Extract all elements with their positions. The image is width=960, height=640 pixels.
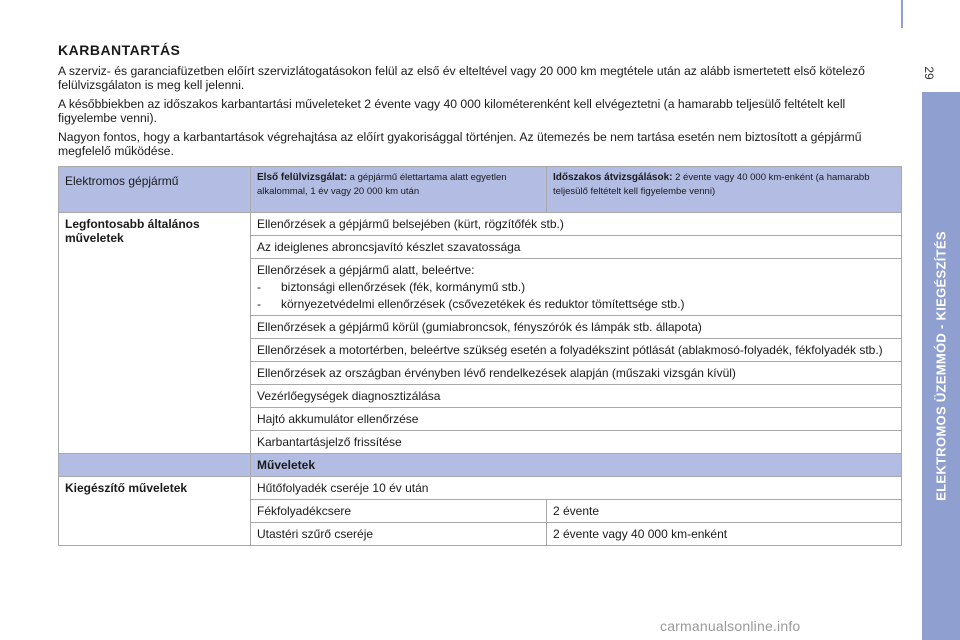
extra-row-1: Hűtőfolyadék cseréje 10 év után xyxy=(251,477,902,500)
table-header-row xyxy=(59,167,902,213)
main-row-2: Az ideiglenes abroncsjavító készlet szavatossága xyxy=(251,236,902,259)
chapter-sidebar xyxy=(922,92,960,640)
intro-paragraph-1: A szerviz- és garanciafüzetben előírt szervizlátogatásokon felül az első év elteltével vagy 20 000 km megtétele után az alább ismertetett első kötelező felülvizsgálaton is meg kell jelenni. xyxy=(58,64,865,92)
main-row-5: Ellenőrzések a motortérben, beleértve szükség esetén a folyadékszint pótlását (ablakmosó-folyadék, fékfolyadék stb.) xyxy=(251,339,902,362)
extra-row-2-frequency: 2 évente xyxy=(547,500,902,523)
main-row-6: Ellenőrzések az országban érvényben lévő rendelkezések alapján (műszaki vizsgán kívül) xyxy=(251,362,902,385)
main-row-9: Karbantartásjelző frissítése xyxy=(251,431,902,454)
top-divider xyxy=(901,0,903,28)
header-first-inspection: Első felülvizsgálat: a gépjármű élettartama alatt egyetlen alkalommal, 1 év vagy 20 000 km után xyxy=(251,167,547,213)
extra-row-3-frequency: 2 évente vagy 40 000 km-enként xyxy=(547,523,902,546)
main-row-3-item-1: - biztonsági ellenőrzések (fék, kormánymű stb.) xyxy=(257,280,526,294)
section-title: KARBANTARTÁS xyxy=(58,42,181,58)
extra-row-3-operation: Utastéri szűrő cseréje xyxy=(251,523,547,546)
main-row-8: Hajtó akkumulátor ellenőrzése xyxy=(251,408,902,431)
main-row-1: Ellenőrzések a gépjármű belsejében (kürt, rögzítőfék stb.) xyxy=(251,213,902,236)
extra-row-2-operation: Fékfolyadékcsere xyxy=(251,500,547,523)
main-operations-label: Legfontosabb általános műveletek xyxy=(59,213,251,454)
watermark: carmanualsonline.info xyxy=(660,618,801,634)
main-row-7: Vezérlőegységek diagnosztizálása xyxy=(251,385,902,408)
main-row-3-intro: Ellenőrzések a gépjármű alatt, beleértve: xyxy=(257,263,475,277)
maintenance-table xyxy=(58,166,902,546)
intro-text xyxy=(58,64,898,163)
header-periodic-inspection: Időszakos átvizsgálások: 2 évente vagy 40 000 km-enként (a hamarabb teljesülő feltételt kell figyelembe venni) xyxy=(547,167,902,213)
sidebar-label: ELEKTROMOS ÜZEMMÓD - KIEGÉSZÍTÉS xyxy=(933,231,949,501)
main-row-4: Ellenőrzések a gépjármű körül (gumiabroncsok, fényszórók és lámpák stb. állapota) xyxy=(251,316,902,339)
page-number: 29 xyxy=(922,66,936,80)
intro-paragraph-2: A későbbiekben az időszakos karbantartási műveleteket 2 évente vagy 40 000 kilométerenként kell elvégeztetni (a hamarabb teljesülő feltételt kell figyelembe venni). xyxy=(58,97,846,125)
table-row xyxy=(59,477,902,500)
header-vehicle: Elektromos gépjármű xyxy=(59,167,251,213)
operations-header-row xyxy=(59,454,902,477)
operations-header-blank xyxy=(59,454,251,477)
intro-paragraph-3: Nagyon fontos, hogy a karbantartások végrehajtása az előírt gyakorisággal történjen. Az ütemezés be nem tartása esetén nem biztosított a gépjármű megfelelő működése. xyxy=(58,130,862,158)
extra-operations-label: Kiegészítő műveletek xyxy=(59,477,251,546)
main-row-3 xyxy=(251,259,902,316)
main-row-3-item-2: - környezetvédelmi ellenőrzések (csővezetékek és reduktor tömítettsége stb.) xyxy=(257,297,685,311)
table-row xyxy=(59,213,902,236)
operations-header: Műveletek xyxy=(251,454,902,477)
